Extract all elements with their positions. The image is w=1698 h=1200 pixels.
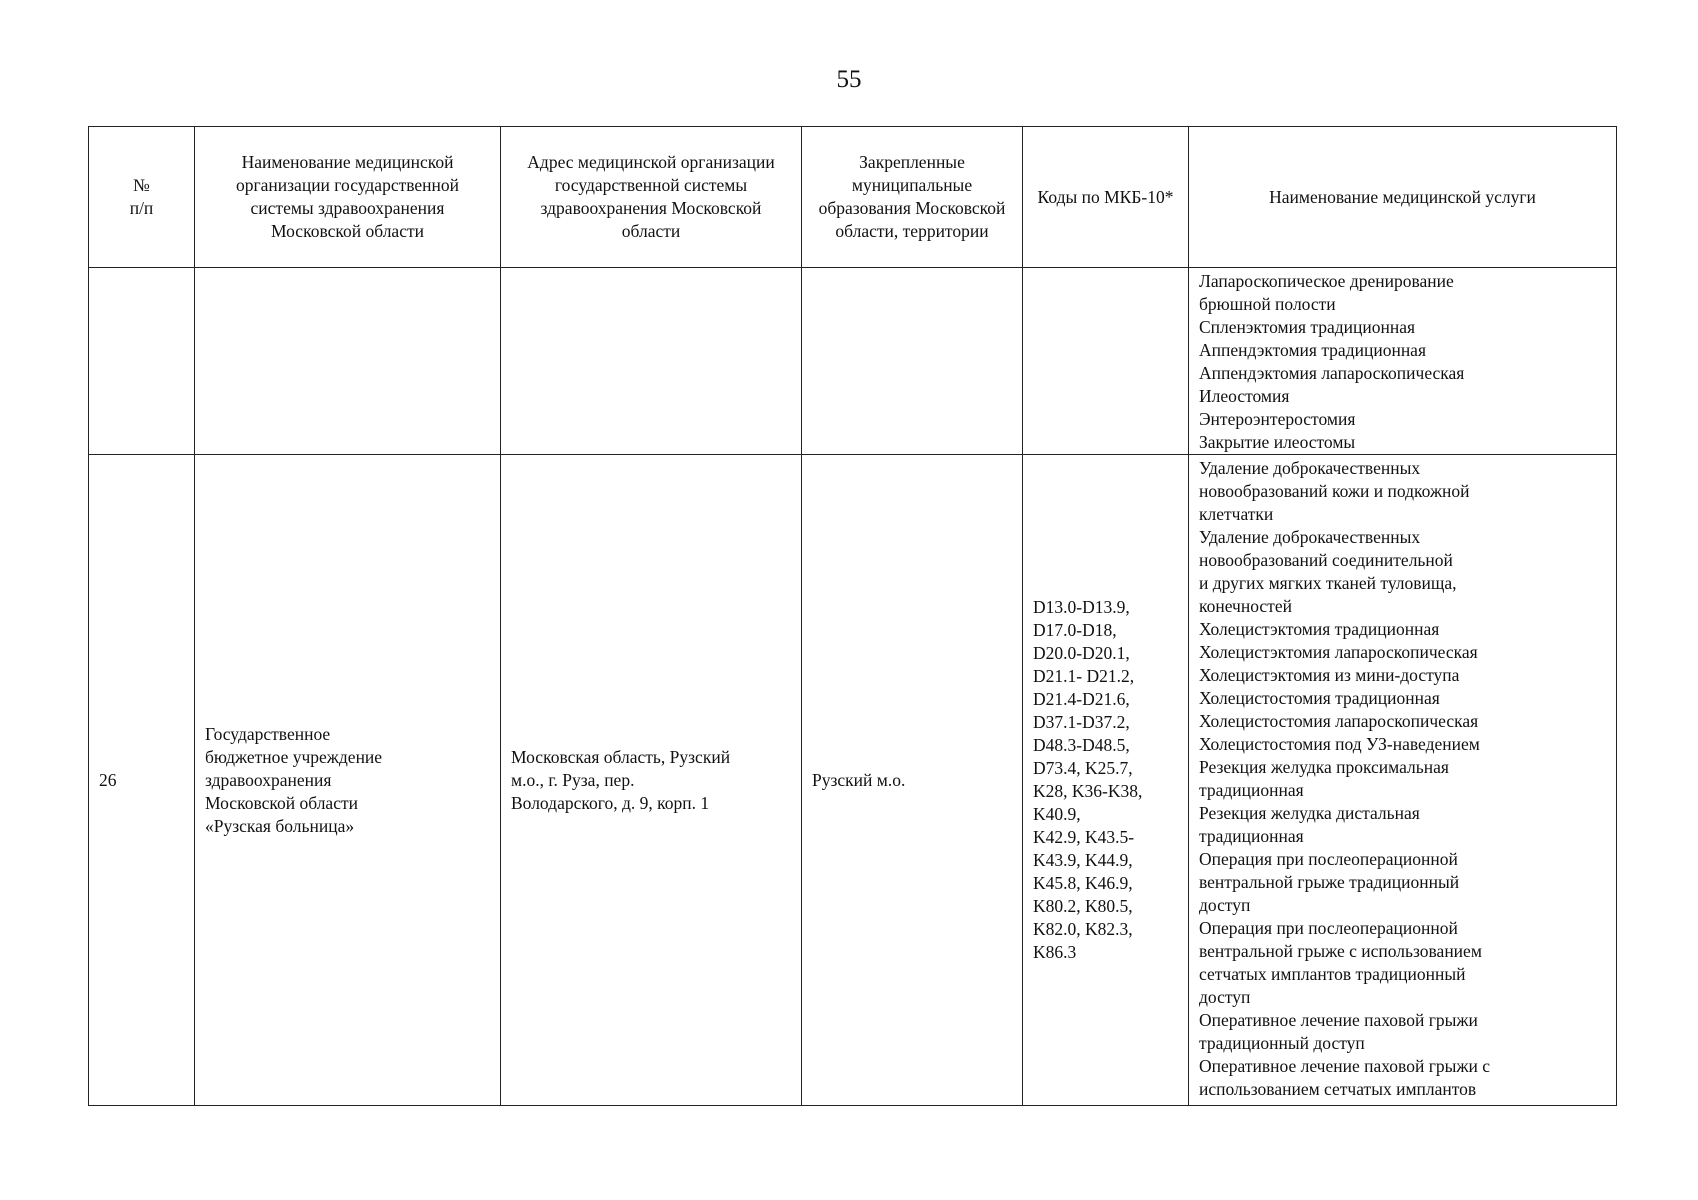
cell-services-continued (1189, 268, 1617, 455)
code-line: K45.8, K46.9, (1033, 873, 1133, 893)
service-line: Лапароскопическое дренирование (1199, 271, 1454, 291)
service-line: Удаление доброкачественных (1199, 458, 1421, 478)
code-line: D21.1- D21.2, (1033, 666, 1135, 686)
service-line: Холецистостомия под УЗ-наведением (1199, 734, 1480, 754)
service-line: Спленэктомия традиционная (1199, 317, 1416, 337)
cell-icd-codes (1023, 455, 1189, 1106)
service-line: Удаление доброкачественных (1199, 527, 1421, 547)
code-line: K43.9, K44.9, (1033, 850, 1133, 870)
service-line: сетчатых имплантов традиционный (1199, 964, 1466, 984)
service-line: Оперативное лечение паховой грыжи с (1199, 1056, 1490, 1076)
cell-empty (501, 268, 802, 455)
code-line: K86.3 (1033, 942, 1077, 962)
code-line: K40.9, (1033, 804, 1081, 824)
service-line: вентральной грыже традиционный (1199, 872, 1460, 892)
service-line: Холецистэктомия из мини-доступа (1199, 665, 1460, 685)
facility-table (88, 126, 1617, 1106)
cell-org-name: Государственное бюджетное учреждение здравоохранения Московской области «Рузская больница» (195, 455, 501, 1106)
header-org-name: Наименование медицинской организации государственной системы здравоохранения Московской области (195, 127, 501, 268)
service-line: клетчатки (1199, 504, 1274, 524)
cell-territory: Рузский м.о. (802, 455, 1023, 1106)
service-line: Операция при послеоперационной (1199, 918, 1458, 938)
service-line: использованием сетчатых имплантов (1199, 1079, 1477, 1099)
header-icd-codes: Коды по МКБ-10* (1023, 127, 1189, 268)
header-service: Наименование медицинской услуги (1189, 127, 1617, 268)
code-line: D73.4, K25.7, (1033, 758, 1133, 778)
table-header-row (89, 127, 1617, 268)
page-number: 55 (836, 66, 862, 93)
service-line: конечностей (1199, 596, 1292, 616)
code-line: K28, K36-K38, (1033, 781, 1143, 801)
code-line: K42.9, K43.5- (1033, 827, 1135, 847)
service-line: Холецистостомия лапароскопическая (1199, 711, 1479, 731)
service-line: Оперативное лечение паховой грыжи (1199, 1010, 1478, 1030)
cell-empty (1023, 268, 1189, 455)
cell-address: Московская область, Рузский м.о., г. Руза, пер. Володарского, д. 9, корп. 1 (501, 455, 802, 1106)
code-line: D48.3-D48.5, (1033, 735, 1130, 755)
service-line: традиционный доступ (1199, 1033, 1365, 1053)
header-address: Адрес медицинской организации государственной системы здравоохранения Московской области (501, 127, 802, 268)
service-line: Резекция желудка проксимальная (1199, 757, 1449, 777)
service-line: Аппендэктомия традиционная (1199, 340, 1426, 360)
code-line: D37.1-D37.2, (1033, 712, 1130, 732)
service-line: и других мягких тканей туловища, (1199, 573, 1457, 593)
service-line: новообразований кожи и подкожной (1199, 481, 1470, 501)
service-line: новообразований соединительной (1199, 550, 1453, 570)
service-line: доступ (1199, 987, 1251, 1007)
service-line: Резекция желудка дистальная (1199, 803, 1420, 823)
code-line: D13.0-D13.9, (1033, 597, 1130, 617)
service-line: брюшной полости (1199, 294, 1336, 314)
code-line: D17.0-D18, (1033, 620, 1117, 640)
code-line: K80.2, K80.5, (1033, 896, 1133, 916)
service-line: Холецистостомия традиционная (1199, 688, 1440, 708)
service-line: Холецистэктомия лапароскопическая (1199, 642, 1478, 662)
cell-empty (89, 268, 195, 455)
cell-empty (802, 268, 1023, 455)
service-line: Операция при послеоперационной (1199, 849, 1458, 869)
service-line: Илеостомия (1199, 386, 1290, 406)
code-line: K82.0, K82.3, (1033, 919, 1133, 939)
service-line: доступ (1199, 895, 1251, 915)
service-line: Аппендэктомия лапароскопическая (1199, 363, 1465, 383)
service-line: Энтероэнтеростомия (1199, 409, 1356, 429)
header-territories: Закрепленные муниципальные образования Московской области, территории (802, 127, 1023, 268)
service-line: традиционная (1199, 780, 1304, 800)
service-line: вентральной грыже с использованием (1199, 941, 1482, 961)
code-line: D20.0-D20.1, (1033, 643, 1130, 663)
table-row-continued (89, 268, 1617, 455)
cell-num: 26 (89, 455, 195, 1106)
code-line: D21.4-D21.6, (1033, 689, 1130, 709)
service-line: Закрытие илеостомы (1199, 432, 1356, 452)
service-line: традиционная (1199, 826, 1304, 846)
cell-empty (195, 268, 501, 455)
service-line: Холецистэктомия традиционная (1199, 619, 1440, 639)
cell-services (1189, 455, 1617, 1106)
header-num: № п/п (89, 127, 195, 268)
table-row-26 (89, 455, 1617, 1106)
